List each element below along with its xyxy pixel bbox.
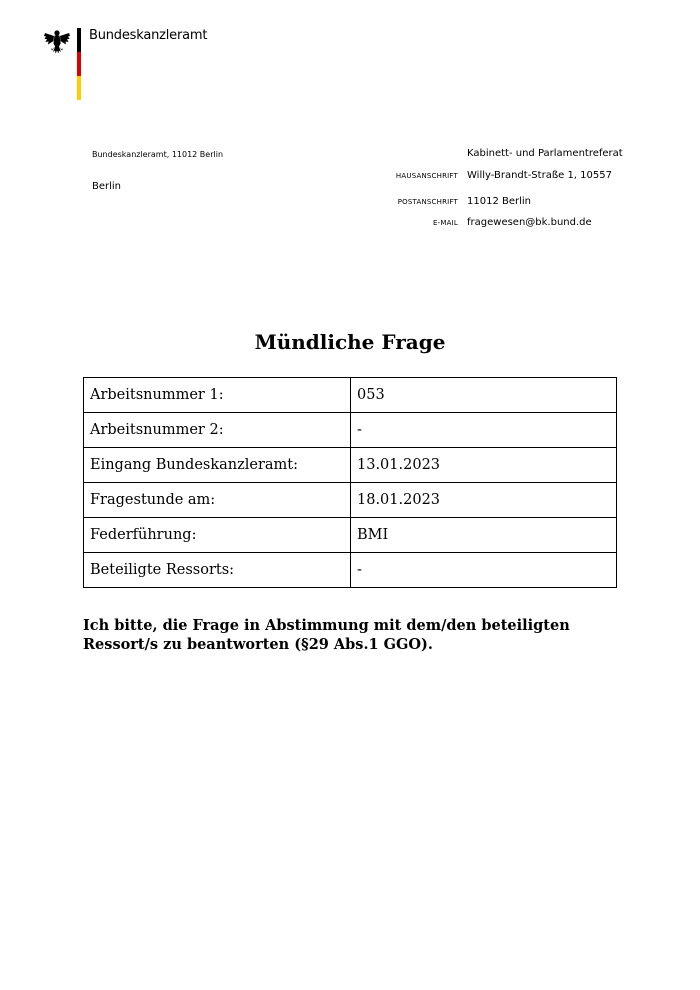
table-value: 18.01.2023 <box>351 483 617 518</box>
info-label: POSTANSCHRIFT <box>397 198 458 206</box>
table-value: 13.01.2023 <box>351 448 617 483</box>
brand-name: Bundeskanzleramt <box>89 28 208 43</box>
email-link[interactable]: fragewesen@bk.bund.de <box>467 217 592 228</box>
table-row <box>84 413 617 448</box>
table-key: Federführung: <box>84 518 351 553</box>
info-row-postanschrift <box>380 196 680 210</box>
document-title: Mündliche Frage <box>254 330 446 354</box>
table-row <box>84 553 617 588</box>
instruction-note <box>83 616 623 654</box>
table-row <box>84 518 617 553</box>
table-row <box>84 378 617 413</box>
flag-stripe-black <box>77 28 81 52</box>
recipient-address: Berlin <box>92 181 122 192</box>
instruction-line-2: Ressort/s zu beantworten (§29 Abs.1 GGO). <box>83 636 433 653</box>
department-name: Kabinett- und Parlamentreferat <box>467 148 623 159</box>
table-key: Fragestunde am: <box>84 483 351 518</box>
federal-eagle-icon <box>43 28 71 56</box>
info-label: HAUSANSCHRIFT <box>395 172 458 180</box>
flag-stripe-gold <box>77 76 81 100</box>
table-row <box>84 448 617 483</box>
info-row-hausanschrift <box>380 170 680 184</box>
table-value: - <box>351 413 617 448</box>
table-row <box>84 483 617 518</box>
info-value: 11012 Berlin <box>467 196 532 207</box>
table-key: Arbeitsnummer 2: <box>84 413 351 448</box>
table-key: Eingang Bundeskanzleramt: <box>84 448 351 483</box>
flag-stripe-red <box>77 52 81 76</box>
question-metadata-table <box>83 377 617 588</box>
flag-bar <box>77 28 81 100</box>
table-value: - <box>351 553 617 588</box>
table-key: Arbeitsnummer 1: <box>84 378 351 413</box>
table-key: Beteiligte Ressorts: <box>84 553 351 588</box>
info-row-email <box>380 217 680 231</box>
info-label: E-MAIL <box>433 219 458 227</box>
table-value: BMI <box>351 518 617 553</box>
instruction-line-1: Ich bitte, die Frage in Abstimmung mit dem/den beteiligten <box>83 617 570 634</box>
sender-return-address: Bundeskanzleramt, 11012 Berlin <box>92 150 224 159</box>
table-value: 053 <box>351 378 617 413</box>
info-value: Willy-Brandt-Straße 1, 10557 <box>467 170 612 181</box>
